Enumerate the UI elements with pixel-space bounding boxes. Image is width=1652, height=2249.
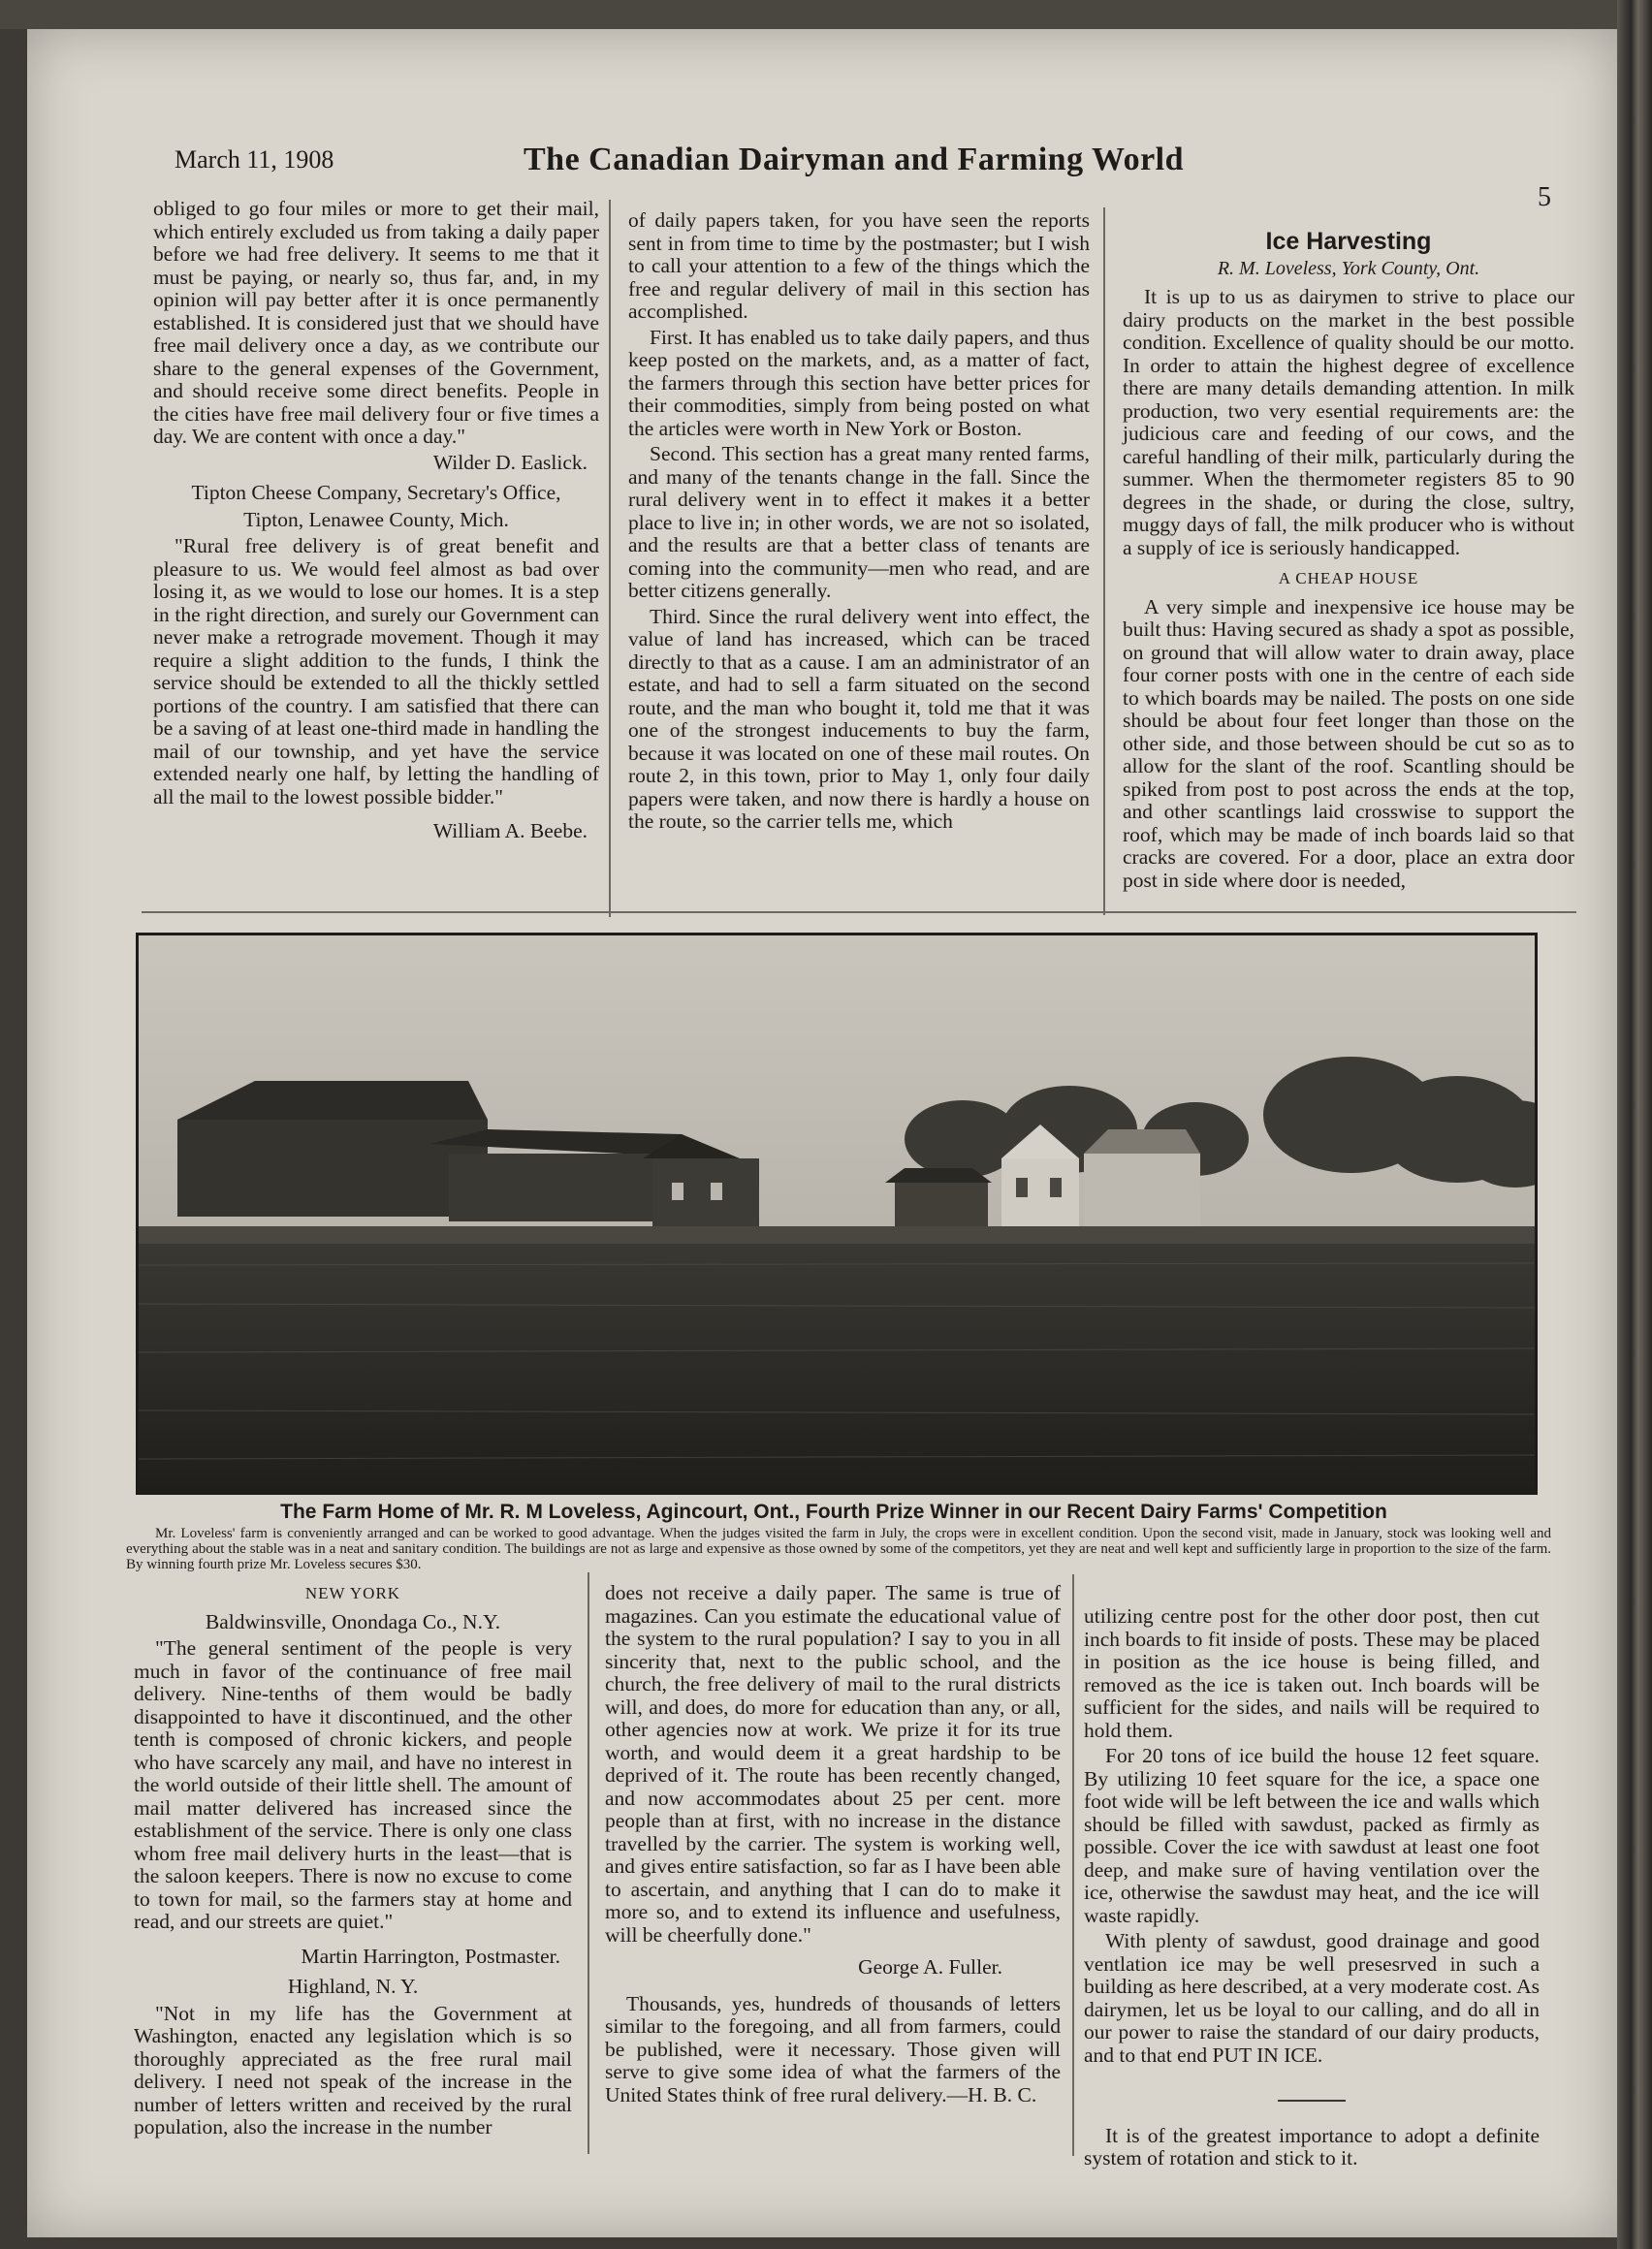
- page-number: 5: [1538, 182, 1551, 212]
- place-line: Tipton, Lenawee County, Mich.: [243, 507, 509, 531]
- section-heading: NEW YORK: [304, 1584, 401, 1602]
- signature: George A. Fuller.: [858, 1955, 1002, 1979]
- issue-date: March 11, 1908: [175, 145, 334, 174]
- paragraph: A very simple and inexpensive ice house may be built thus: Having secured as shady a spot as possible, on ground that will allow water to drain away, place four corner posts with one in the centre of each side to which boards may be nailed. The posts on one side should be about four feet longer than those on the other side, and those between should be cut so as to allow for the slant of the roof. Scantling should be spiked from post to post across the ends at the top, and other scantlings laid crosswise to support the roof, which may be made of inch boards laid so that cracks are covered. For a door, place an extra door post in side where door is needed,: [1123, 594, 1574, 892]
- signature: William A. Beebe.: [432, 819, 588, 842]
- paragraph: For 20 tons of ice build the house 12 feet square. By utilizing 10 feet square for the ice, a space one foot wide will be left between the ice and walls which should be filled with sawdust, packed as firmly as possible. Cover the ice with sawdust at least one foot deep, and make sure of having ventilation over the ice, otherwise the sawdust may heat, and the ice will waste rapidly.: [1084, 1744, 1540, 1927]
- column-3: [1123, 227, 1574, 895]
- paragraph: "The general sentiment of the people is very much in favor of the continuance of free mail delivery. Nine-tenths of them would be badly disappointed to have it discontinued, and the other tenth is composed of chronic kickers, and people who have scarcely any mail, and have no interest in the world outside of their little shell. The amount of mail matter delivered has increased since the establishment of the service. There is only one class whom free mail delivery hurts in the least—that is the saloon keepers. There is now no excuse to come to town for mail, so the farmers stay at home and read, and our streets are quiet.": [134, 1636, 572, 1933]
- closing-rule: [1084, 2084, 1540, 2107]
- paragraph: utilizing centre post for the other door post, then cut inch boards to fit inside of posts. These may be placed in position as the ice house is being filled, and removed as the ice is taken out. Inch boards will be sufficient for the sides, and nails will be required to hold them.: [1084, 1604, 1540, 1742]
- column-5: [605, 1582, 1061, 2109]
- book-edge: [1617, 0, 1652, 2249]
- column-4: [134, 1574, 572, 2142]
- scan-top-edge: [0, 0, 1652, 29]
- paragraph: "Rural free delivery is of great benefit and pleasure to us. We would feel almost as bad over losing it, as we would to lose our homes. It is a step in the right direction, and surely our Government can never make a retrograde movement. Though it may require a slight addition to the funds, I think the service should be extended to all the thickly settled portions of the country. I am satisfied that there can be a saving of at least one-third made in handling the mail of our township, and yet have the service extended nearly one half, by letting the handling of all the mail to the lowest possible bidder.": [153, 534, 599, 808]
- paragraph: does not receive a daily paper. The same is true of magazines. Can you estimate the educational value of the system to the rural population? I say to you in all sincerity that, next to the public school, and the church, the free delivery of mail to the rural districts will, and does, do more for education than any, or all, other agencies now at work. We prize it for its true worth, and would deem it a great hardship to be deprived of it. The route has been recently changed, and now accommodates about 25 per cent. more people than at first, with no increase in the distance travelled by the carrier. The system is working well, and gives entire satisfaction, so far as I have been able to ascertain, and anything that I can do to make it more so, and to extend its influence and usefulness, will be cheerfully done.": [605, 1581, 1061, 1947]
- signature: Martin Harrington, Postmaster.: [301, 1944, 560, 1968]
- farm-photograph: [136, 933, 1538, 1495]
- paragraph: First. It has enabled us to take daily papers, and thus keep posted on the markets, and, as a matter of fact, the farmers through this section have better prices for their commodities, simply from being posted on what the articles were worth in New York or Boston.: [628, 325, 1090, 440]
- subheading: A CHEAP HOUSE: [1278, 569, 1419, 587]
- masthead-title: The Canadian Dairyman and Farming World: [524, 142, 1185, 177]
- column-divider: [609, 200, 611, 917]
- photo-caption-body: Mr. Loveless' farm is conveniently arranged and can be worked to good advantage. When the judges visited the farm in July, the crops were in excellent condition. Upon the second visit, made in January, stock was looking well and everything about the stable was in a neat and sanitary condition. The buildings are not as large and expensive as those owned by some of the competitors, yet they are neat and well kept and sufficiently large in proportion to the size of the farm. By winning fourth prize Mr. Loveless secures $30.: [126, 1526, 1551, 1572]
- page-header: [145, 136, 1551, 212]
- paragraph: obliged to go four miles or more to get their mail, which entirely excluded us from taking a daily paper before we had free delivery. It seems to me that it must be paying, or nearly so, thus far, and, in my opinion will pay better after it is once permanently established. It is considered just that we should have free mail delivery once a day, as we contribute our share to the general expenses of the Government, and should receive some direct benefits. People in the cities have free mail delivery four or five times a day. We are content with once a day.": [153, 197, 599, 448]
- column-6: [1084, 1605, 1540, 2173]
- byline: R. M. Loveless, York County, Ont.: [1217, 257, 1480, 279]
- paragraph: "Not in my life has the Government at Washington, enacted any legislation which is so thoroughly appreciated as the free rural mail delivery. I need not speak of the increase in the number of letters written and received by the rural population, also the increase in the number: [134, 2001, 572, 2138]
- paragraph: It is of the greatest importance to adopt a definite system of rotation and stick to it.: [1084, 2123, 1540, 2170]
- place-line: Tipton Cheese Company, Secretary's Office,: [191, 481, 561, 504]
- paragraph: Second. This section has a great many rented farms, and many of the tenants change in the fall. Since the rural delivery went in to effect it makes it a better place to live in; in other words, we are not so isolated, and the results are that a better class of tenants are coming into the community—men who read, and are better citizens generally.: [628, 442, 1090, 602]
- paragraph: It is up to us as dairymen to strive to place our dairy products on the market in the best possible condition. Excellence of quality should be our motto. In order to attain the highest degree of excellence there are many details demanding attention. In milk production, two very esential requirements are: the judicious care and feeding of our cows, and the careful handling of their milk, particularly during the summer. When the thermometer registers 85 to 90 degrees in the shade, or during the close, sultry, muggy days of fall, the milk producer who is without a supply of ice is seriously handicapped.: [1123, 285, 1574, 559]
- place-line: Baldwinsville, Onondaga Co., N.Y.: [205, 1609, 501, 1633]
- photo-caption-title: The Farm Home of Mr. R. M Loveless, Agincourt, Ont., Fourth Prize Winner in our Recent Dairy Farms' Competition: [280, 1501, 1387, 1523]
- signature: Wilder D. Easlick.: [432, 450, 588, 474]
- article-title: Ice Harvesting: [1265, 228, 1432, 255]
- horizontal-rule: [142, 911, 1576, 913]
- column-1: [153, 198, 599, 851]
- paragraph: of daily papers taken, for you have seen the reports sent in from time to time by the postmaster; but I wish to call your attention to a few of the things which the free and regular delivery of mail in this section has accomplished.: [628, 208, 1090, 323]
- column-2: [628, 209, 1090, 837]
- farm-scene-image: [139, 935, 1535, 1492]
- paragraph: Thousands, yes, hundreds of thousands of letters similar to the foregoing, and all from farmers, could be published, were it necessary. Those given will serve to give some idea of what the farmers of the United States think of free rural delivery.—H. B. C.: [605, 1991, 1061, 2106]
- paragraph: Third. Since the rural delivery went into effect, the value of land has increased, which can be traced directly to that as a cause. I am an administrator of an estate, and had to sell a farm situated on the second route, and the man who bought it, told me that it was one of the strongest inducements to buy the farm, because it was located on one of these mail routes. On route 2, in this town, prior to May 1, only four daily papers were taken, and now there is hardly a house on the route, so the carrier tells me, which: [628, 604, 1090, 833]
- paragraph: With plenty of sawdust, good drainage and good ventlation ice may be well presesrved in such a building as here described, at a very moderate cost. As dairymen, let us be loyal to our calling, and do all in our power to raise the standard of our dairy products, and to that end PUT IN ICE.: [1084, 1929, 1540, 2067]
- column-divider: [588, 1572, 589, 2154]
- place-line: Highland, N. Y.: [287, 1975, 419, 1998]
- column-divider: [1103, 207, 1105, 915]
- column-divider: [1072, 1574, 1074, 2156]
